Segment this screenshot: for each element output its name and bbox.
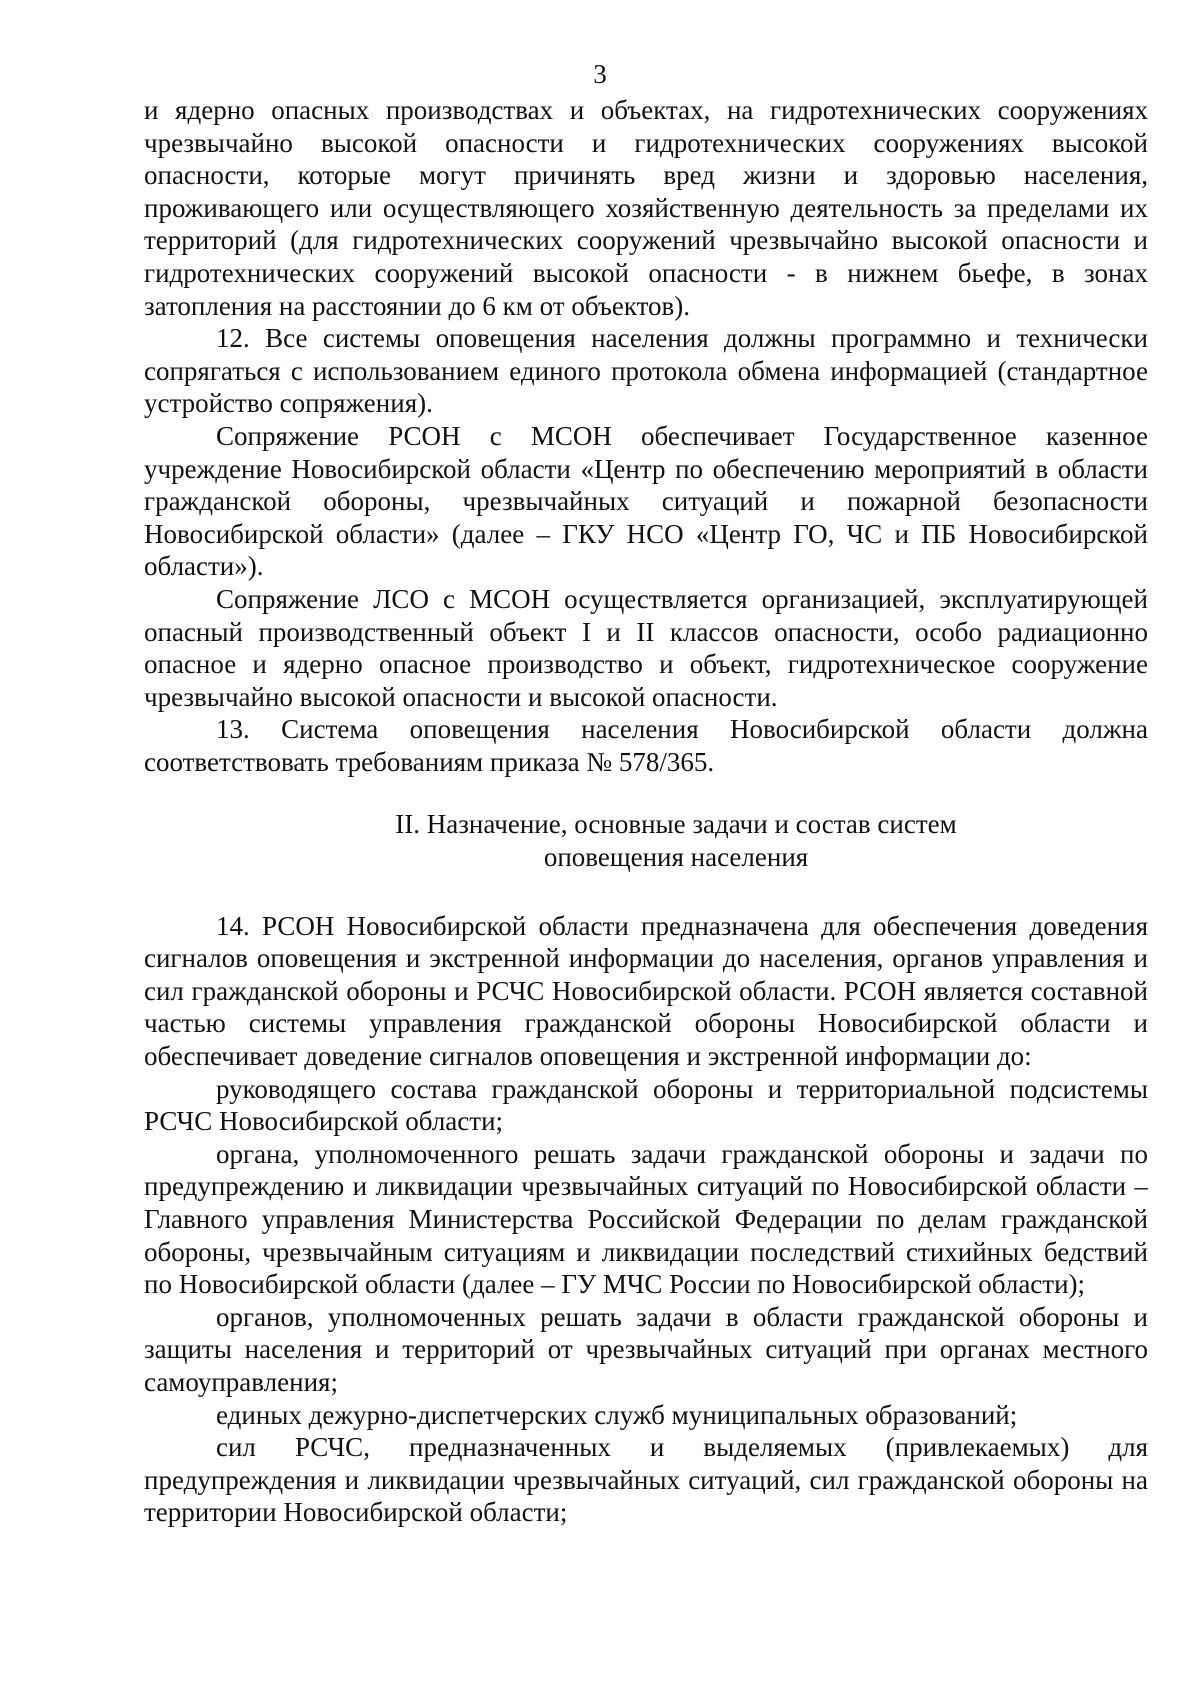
list-item-gu-mchs: органа, уполномоченного решать задачи гражданской обороны и задачи по предупреждению и ликвидации чрезвычайных ситуаций по Новосибирской области – Главного управления Министерства Российской Федерации по делам гражданской обороны, чрезвычайным ситуациям и ликвидации последствий стихийных бедствий по Новосибирской области (далее – ГУ МЧС России по Новосибирской области); — [144, 1138, 1148, 1300]
paragraph-continuation: и ядерно опасных производствах и объектах, на гидротехнических сооружениях чрезвычайно высокой опасности и гидротехнических сооружениях высокой опасности, которые могут причинять вред жизни и здоровью населения, проживающего или осуществляющего хозяйственную деятельность за пределами их территорий (для гидротехнических сооружений чрезвычайно высокой опасности и гидротехнических сооружений высокой опасности - в нижнем бьефе, в зонах затопления на расстоянии до 6 км от объектов). — [144, 95, 1148, 321]
list-item-leadership: руководящего состава гражданской обороны и территориальной подсистемы РСЧС Новосибирской области; — [144, 1073, 1148, 1137]
list-item-edds: единых дежурно-диспетчерских служб муниципальных образований; — [216, 1399, 1018, 1430]
paragraph-lso-msoh: Сопряжение ЛСО с МСОН осуществляется организацией, эксплуатирующей опасный производственный объект I и II классов опасности, особо радиационно опасное и ядерно опасное производство и объект, гидротехническое сооружение чрезвычайно высокой опасности и высокой опасности. — [144, 583, 1148, 712]
paragraph-item-12: 12. Все системы оповещения населения должны программно и технически сопрягаться с использованием единого протокола обмена информацией (стандартное устройство сопряжения). — [144, 323, 1148, 419]
paragraph-item-13: 13. Система оповещения населения Новосибирской области должна соответствовать требованиям приказа № 578/365. — [144, 714, 1148, 777]
list-item-local-authorities: органов, уполномоченных решать задачи в области гражданской обороны и защиты населения и территорий от чрезвычайных ситуаций при органах местного самоуправления; — [144, 1301, 1148, 1397]
paragraph-item-14: 14. РСОН Новосибирской области предназначена для обеспечения доведения сигналов оповещения и экстренной информации до населения, органов управления и сил гражданской обороны и РСЧС Новосибирской области. РСОН является составной частью системы управления гражданской обороны Новосибирской области и обеспечивает доведение сигналов оповещения и экстренной информации до: — [144, 910, 1148, 1072]
section-heading-line-2: оповещения населения — [543, 842, 809, 873]
document-body — [144, 94, 1148, 1529]
section-heading — [144, 808, 1148, 873]
page-number: 3 — [593, 59, 607, 89]
paragraph-rson-msoh: Сопряжение РСОН с МСОН обеспечивает Государственное казенное учреждение Новосибирской области «Центр по обеспечению мероприятий в области гражданской обороны, чрезвычайных ситуаций и пожарной безопасности Новосибирской области» (далее – ГКУ НСО «Центр ГО, ЧС и ПБ Новосибирской области»). — [144, 420, 1148, 582]
section-heading-line-1: II. Назначение, основные задачи и состав систем — [395, 809, 957, 840]
list-item-rschs-forces: сил РСЧС, предназначенных и выделяемых (привлекаемых) для предупреждения и ликвидации чрезвычайных ситуаций, сил гражданской обороны на территории Новосибирской области; — [144, 1432, 1148, 1528]
